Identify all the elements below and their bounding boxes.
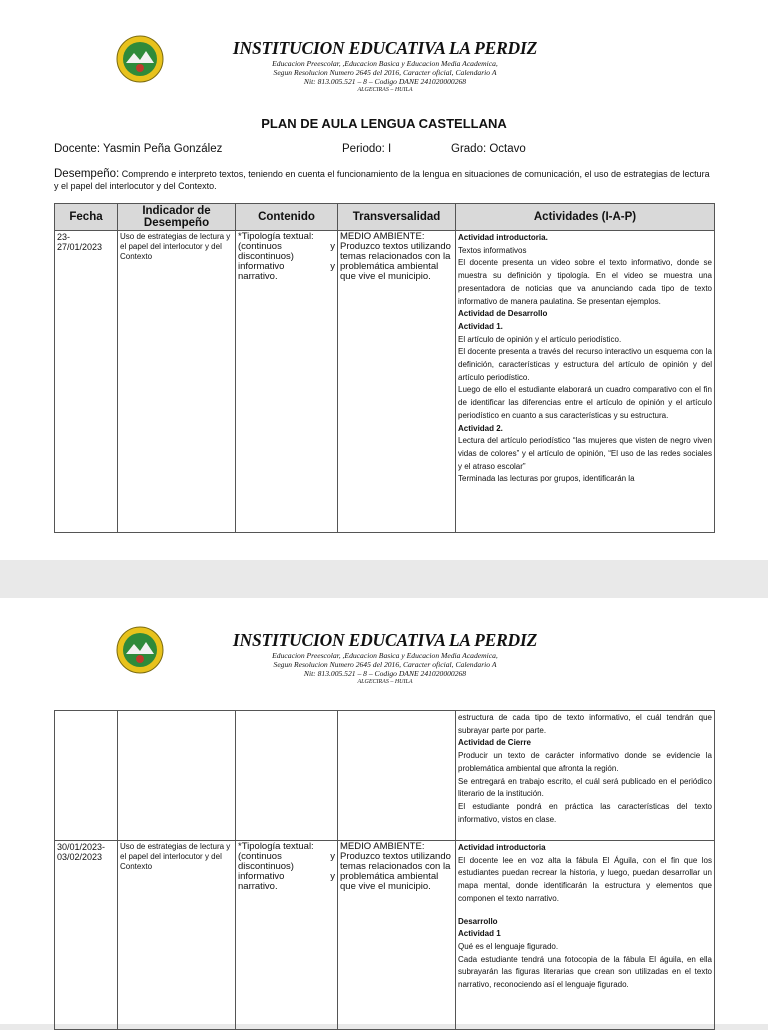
cell-contenido bbox=[236, 841, 338, 1030]
cell-actividades bbox=[456, 841, 715, 1030]
header-actividades: Actividades (I-A-P) bbox=[456, 204, 715, 231]
page-gap bbox=[0, 560, 768, 598]
plan-table-page-2 bbox=[54, 710, 715, 1030]
contenido-word: y bbox=[330, 261, 335, 272]
school-header bbox=[150, 38, 620, 94]
contenido-line: narrativo. bbox=[238, 271, 278, 282]
school-name: INSTITUCION EDUCATIVA LA PERDIZ bbox=[232, 38, 538, 58]
activity-heading: Actividad de Cierre bbox=[458, 738, 531, 748]
activity-heading: Actividad de Desarrollo bbox=[458, 309, 548, 319]
school-header bbox=[150, 630, 620, 686]
contenido-word: informativo bbox=[238, 261, 285, 272]
school-name: INSTITUCION EDUCATIVA LA PERDIZ bbox=[232, 630, 538, 650]
cell-fecha: 30/01/2023-03/02/2023 bbox=[55, 841, 118, 1030]
activity-heading: Actividad 1 bbox=[458, 929, 501, 939]
contenido-line: narrativo. bbox=[238, 881, 278, 892]
school-line-1: Educacion Preescolar, ,Educacion Basica y Educacion Media Academica, bbox=[272, 59, 498, 68]
table-row bbox=[55, 711, 715, 841]
activity-text: El artículo de opinión y el artículo periodístico. bbox=[458, 334, 622, 344]
table-row bbox=[55, 841, 715, 1030]
school-line-2: Segun Resolucion Numero 2645 del 2016, Caracter oficial, Calendario A bbox=[273, 660, 497, 669]
activity-text: Terminada las lecturas por grupos, identificarán la bbox=[458, 474, 635, 484]
activity-text: El estudiante pondrá en práctica las características del texto informativo, vistos en clase. bbox=[458, 801, 712, 824]
activity-text: Producir un texto de carácter informativo donde se evidencie la problemática ambiental que afronta la región. bbox=[458, 751, 712, 773]
contenido-line: *Tipología textual: bbox=[238, 841, 314, 852]
activity-text: Lectura del artículo periodístico “las mujeres que visten de negro viven vidas de colores” y el artículo de opinión, “El uso de las redes sociales y el atraso escolar” bbox=[458, 436, 712, 471]
grado: Grado: Octavo bbox=[451, 143, 526, 155]
school-line-4: ALGECIRAS – HUILA bbox=[357, 679, 413, 685]
school-line-2: Segun Resolucion Numero 2645 del 2016, Caracter oficial, Calendario A bbox=[273, 68, 497, 77]
cell-contenido bbox=[236, 711, 338, 841]
activity-text: El docente presenta a través del recurso interactivo un esquema con la definición, características y estructura del artículo de opinión y del artículo periodístico. bbox=[458, 347, 712, 382]
school-line-3: Nit: 813.005.521 – 8 – Codigo DANE 241020000268 bbox=[303, 669, 467, 678]
desempeno-text: Comprendo e interpreto textos, teniendo en cuenta el funcionamiento de la lengua en situaciones de comunicación, el uso de estrategias de lectura y el papel del interlocutor y del Contexto. bbox=[54, 169, 710, 191]
school-line-3: Nit: 813.005.521 – 8 – Codigo DANE 241020000268 bbox=[303, 77, 467, 86]
activity-heading: Desarrollo bbox=[458, 916, 498, 926]
cell-contenido bbox=[236, 231, 338, 533]
contenido-word: informativo bbox=[238, 871, 285, 882]
cell-transversalidad bbox=[338, 711, 456, 841]
contenido-word: (continuos bbox=[238, 241, 282, 252]
school-line-1: Educacion Preescolar, ,Educacion Basica y Educacion Media Academica, bbox=[272, 651, 498, 660]
contenido-line: discontinuos) bbox=[238, 861, 294, 872]
activity-heading: Actividad introductoria bbox=[458, 843, 546, 852]
activity-text: El docente presenta un video sobre el texto informativo, donde se muestra su definición y tipología. En el video se muestra una presentadora de noticias que va anunciando cada tipo de texto informativo de manera paulatina. Se presentan ejemplos. bbox=[458, 258, 712, 306]
desempeno-label: Desempeño: bbox=[54, 168, 120, 180]
cell-actividades bbox=[456, 231, 715, 533]
activity-heading: Actividad 2. bbox=[458, 423, 503, 433]
contenido-word: (continuos bbox=[238, 851, 282, 862]
activity-text: Textos informativos bbox=[458, 245, 527, 255]
contenido-line: *Tipología textual: bbox=[238, 231, 314, 242]
desempeno bbox=[54, 168, 714, 192]
document-page-2 bbox=[0, 598, 768, 1024]
header-contenido: Contenido bbox=[236, 204, 338, 231]
plan-title: PLAN DE AULA LENGUA CASTELLANA bbox=[261, 116, 507, 131]
activity-text: Luego de ello el estudiante elaborará un cuadro comparativo con el fin de identificar las diferencias entre el artículo de opinión y el artículo periodístico en cuanto a sus características y su estructura. bbox=[458, 385, 712, 420]
contenido-word: y bbox=[330, 851, 335, 862]
activity-heading: Actividad introductoria. bbox=[458, 233, 548, 242]
cell-transversalidad: MEDIO AMBIENTE: Produzco textos utilizando temas relacionados con la problemática ambiental que vive el municipio. bbox=[338, 841, 456, 1030]
cell-actividades bbox=[456, 711, 715, 841]
activity-text: Qué es el lenguaje figurado. bbox=[458, 941, 559, 951]
header-indicador: Indicador de Desempeño bbox=[118, 204, 236, 231]
cell-indicador: Uso de estrategias de lectura y el papel del interlocutor y del Contexto bbox=[118, 231, 236, 533]
activity-text: estructura de cada tipo de texto informativo, el cuál tendrán que subrayar parte por parte. bbox=[458, 713, 712, 735]
cell-fecha bbox=[55, 711, 118, 841]
cell-fecha: 23-27/01/2023 bbox=[55, 231, 118, 533]
header-transversalidad: Transversalidad bbox=[338, 204, 456, 231]
contenido-line: discontinuos) bbox=[238, 251, 294, 262]
cell-indicador: Uso de estrategias de lectura y el papel del interlocutor y del Contexto bbox=[118, 841, 236, 1030]
school-line-4: ALGECIRAS – HUILA bbox=[357, 87, 413, 93]
contenido-word: y bbox=[330, 871, 335, 882]
cell-indicador bbox=[118, 711, 236, 841]
docente: Docente: Yasmin Peña González bbox=[54, 143, 223, 155]
activity-heading: Actividad 1. bbox=[458, 321, 503, 331]
activity-text: El docente lee en voz alta la fábula El Águila, con el fin que los estudiantes puedan recrear la historia, y luego, puedan desarrollar un mapa mental, donde identificarán la estructura y elementos que componen el texto narrativo. bbox=[458, 855, 712, 903]
activity-text: Cada estudiante tendrá una fotocopia de la fábula El águila, en ella subrayarán las figuras literarias que crean son utilizadas en el texto narrativo, reconociendo así el lenguaje figurado. bbox=[458, 954, 712, 990]
spacer bbox=[458, 906, 712, 916]
plan-table-page-1 bbox=[54, 203, 715, 533]
table-row bbox=[55, 231, 715, 533]
contenido-word: y bbox=[330, 241, 335, 252]
periodo: Periodo: I bbox=[342, 143, 392, 155]
header-fecha: Fecha bbox=[55, 204, 118, 231]
activity-text: Se entregará en trabajo escrito, el cuál será publicado en el periódico literario de la institución. bbox=[458, 776, 712, 799]
cell-transversalidad: MEDIO AMBIENTE: Produzco textos utilizando temas relacionados con la problemática ambiental que vive el municipio. bbox=[338, 231, 456, 533]
